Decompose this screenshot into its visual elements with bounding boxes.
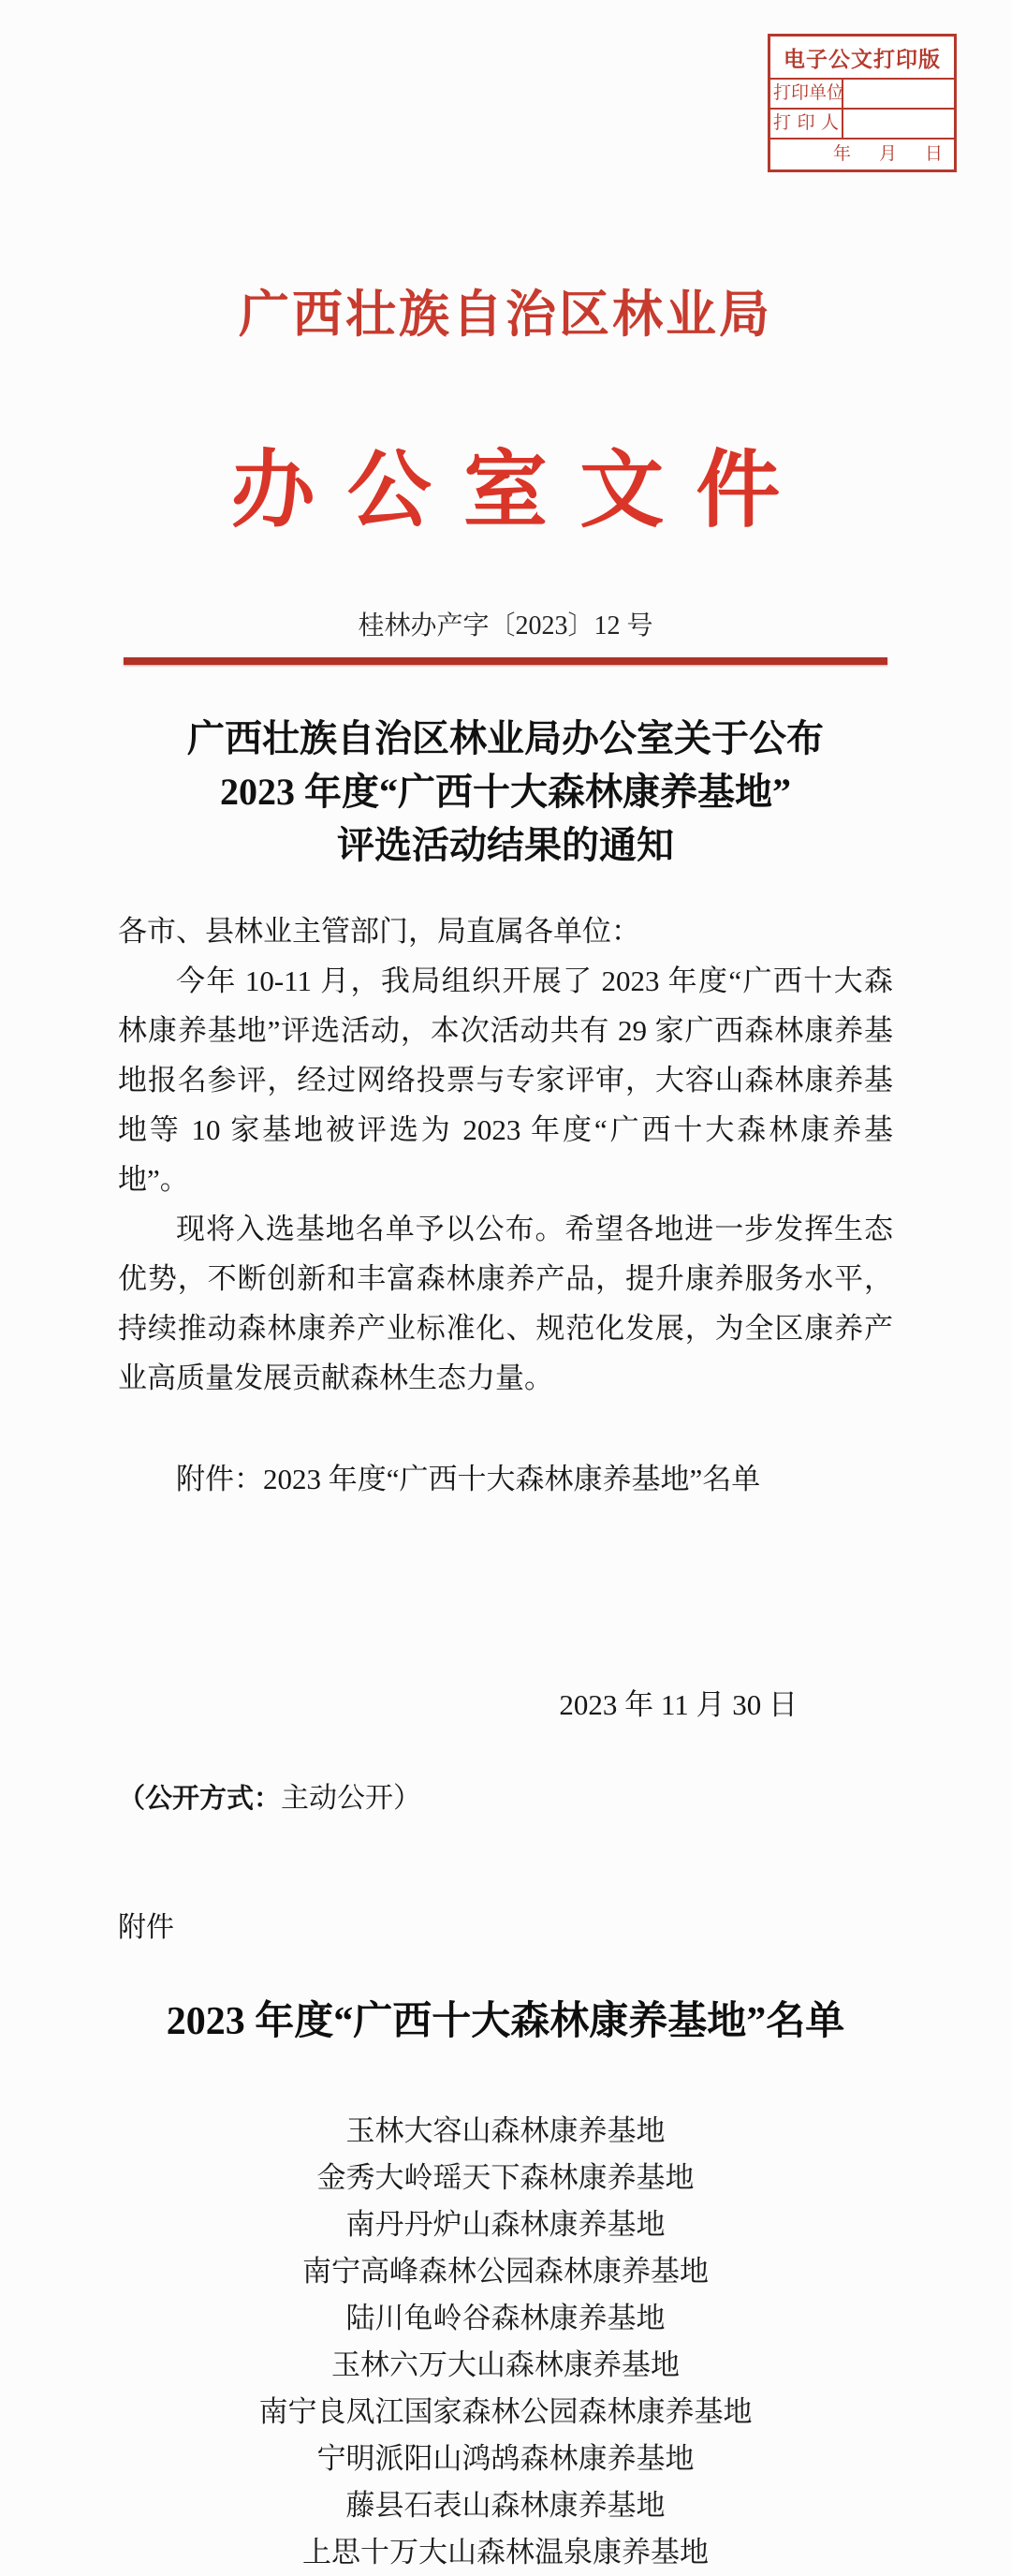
body-paragraph-1: 今年 10-11 月，我局组织开展了 2023 年度“广西十大森林康养基地”评选活动，本次活动共有 29 家广西森林康养基地报名参评，经过网络投票与专家评审，大容山森林康养基地等 10 家基地被评选为 2023 年度“广西十大森林康养基地”。 — [118, 964, 893, 1196]
attachment-title: 2023 年度“广西十大森林康养基地”名单 — [166, 2000, 845, 2043]
publicity-method-line — [118, 1773, 893, 1824]
stamp-date-row — [770, 140, 954, 169]
publicity-method-value: 主动公开） — [281, 1783, 422, 1814]
notice-title — [0, 712, 1011, 872]
base-list-item: 陆川龟岭谷森林康养基地 — [345, 2302, 666, 2334]
publicity-method-label: （公开方式： — [118, 1784, 282, 1814]
base-list-item: 玉林大容山森林康养基地 — [345, 2114, 666, 2147]
stamp-year-label: 年 — [832, 144, 851, 164]
base-list-item: 上思十万大山森林温泉康养基地 — [302, 2536, 709, 2569]
base-list-item: 藤县石表山森林康养基地 — [345, 2489, 666, 2522]
document-body — [0, 906, 1011, 1952]
base-list-item: 南宁良凤江国家森林公园森林康养基地 — [258, 2395, 753, 2428]
base-list — [0, 2108, 1011, 2576]
base-list-item: 宁明派阳山鸿鸪森林康养基地 — [316, 2442, 695, 2475]
attachment-note: 附件：2023 年度“广西十大森林康养基地”名单 — [176, 1463, 761, 1495]
stamp-row-print-person — [770, 110, 954, 140]
notice-title-line-1: 广西壮族自治区林业局办公室关于公布 — [187, 717, 824, 759]
body-paragraph-2: 现将入选基地名单予以公布。希望各地进一步发挥生态优势，不断创新和丰富森林康养产品，提升康养服务水平，持续推动森林康养产业标准化、规范化发展，为全区康养产业高质量发展贡献森林生态力量。 — [118, 1213, 893, 1394]
base-list-item: 南宁高峰森林公园森林康养基地 — [302, 2255, 709, 2288]
base-list-item: 南丹丹炉山森林康养基地 — [345, 2208, 666, 2241]
issue-date: 2023 年 11 月 30 日 — [559, 1688, 798, 1721]
stamp-title: 电子公文打印版 — [770, 37, 954, 80]
attachment-label: 附件 — [118, 1912, 174, 1943]
stamp-row-print-unit — [770, 80, 954, 110]
base-list-item: 玉林六万大山森林康养基地 — [331, 2348, 680, 2381]
print-unit-value — [843, 80, 954, 108]
notice-title-line-2: 2023 年度“广西十大森林康养基地” — [220, 771, 791, 813]
stamp-day-label: 日 — [924, 144, 943, 164]
print-person-value — [843, 110, 954, 138]
stamp-month-label: 月 — [878, 144, 897, 164]
print-unit-label: 打印单位 — [770, 80, 843, 108]
base-list-item: 金秀大岭瑶天下森林康养基地 — [316, 2161, 695, 2194]
print-version-stamp — [768, 34, 957, 172]
notice-title-line-3: 评选活动结果的通知 — [337, 824, 674, 866]
red-separator-rule — [124, 657, 887, 665]
issuing-org-title: 广西壮族自治区林业局 — [239, 287, 772, 343]
document-number: 桂林办产字〔2023〕12 号 — [358, 611, 653, 640]
print-person-label: 打印人 — [770, 110, 843, 138]
document-type-title: 办公室文件 — [230, 445, 813, 537]
salutation: 各市、县林业主管部门，局直属各单位： — [118, 915, 640, 948]
